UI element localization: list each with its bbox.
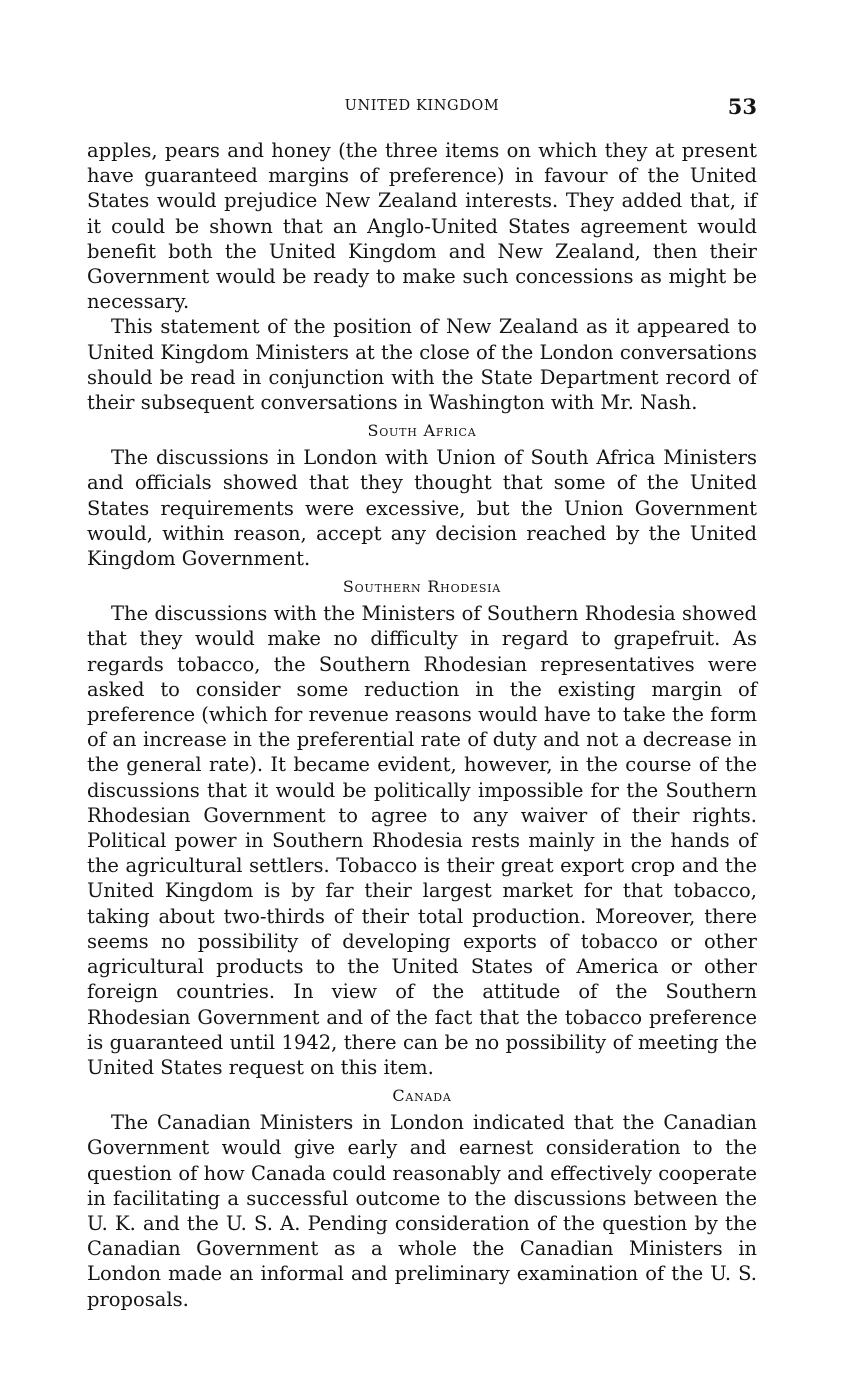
- section-heading-canada: Canada: [392, 1086, 452, 1106]
- running-head: [87, 94, 757, 120]
- running-title: UNITED KINGDOM: [344, 98, 500, 114]
- paragraph: The discussions in London with Union of South Africa Ministers and officials showed that they thought that some of the United States requirements were excessive, but the Union Government would, within reason, accept any decision reached by the United Kingdom Government.: [87, 446, 757, 571]
- section-heading-southern-rhodesia: Southern Rhodesia: [342, 577, 502, 597]
- paragraph-continued: apples, pears and honey (the three items on which they at present have guaranteed margins of preference) in favour of the United States would prejudice New Zealand interests. They added that, if it could be shown that an Anglo-United States agreement would benefit both the United Kingdom and New Zealand, then their Government would be ready to make such concessions as might be necessary.: [87, 139, 757, 314]
- paragraph: The Canadian Ministers in London indicated that the Canadian Government would give early and earnest consideration to the question of how Canada could reasonably and effectively cooperate in facilitating a successful outcome to the discussions between the U. K. and the U. S. A. Pending consideration of the question by the Canadian Government as a whole the Canadian Ministers in London made an informal and preliminary examination of the U. S. proposals.: [87, 1111, 757, 1311]
- section-heading-south-africa: South Africa: [367, 421, 477, 441]
- paragraph: This statement of the position of New Zealand as it appeared to United Kingdom Ministers at the close of the London conversations should be read in conjunction with the State Department record of their subsequent conversations in Washington with Mr. Nash.: [87, 315, 757, 415]
- paragraph: The discussions with the Ministers of Southern Rhodesia showed that they would make no difficulty in regard to grapefruit. As regards tobacco, the Southern Rhodesian representatives were asked to consider some reduction in the existing margin of preference (which for revenue reasons would have to take the form of an increase in the preferential rate of duty and not a decrease in the general rate). It became evident, however, in the course of the discussions that it would be politically impossible for the Southern Rhodesian Government to agree to any waiver of their rights. Political power in Southern Rhodesia rests mainly in the hands of the agricultural settlers. Tobacco is their great export crop and the United Kingdom is by far their largest market for that tobacco, taking about two-thirds of their total production. Moreover, there seems no possibility of developing exports of tobacco or other agricultural products to the United States of America or other foreign countries. In view of the attitude of the Southern Rhodesian Government and of the fact that the tobacco preference is guaranteed until 1942, there can be no possibility of meeting the United States request on this item.: [87, 602, 757, 1079]
- page-number: 53: [727, 94, 757, 119]
- body-text: [87, 138, 757, 1312]
